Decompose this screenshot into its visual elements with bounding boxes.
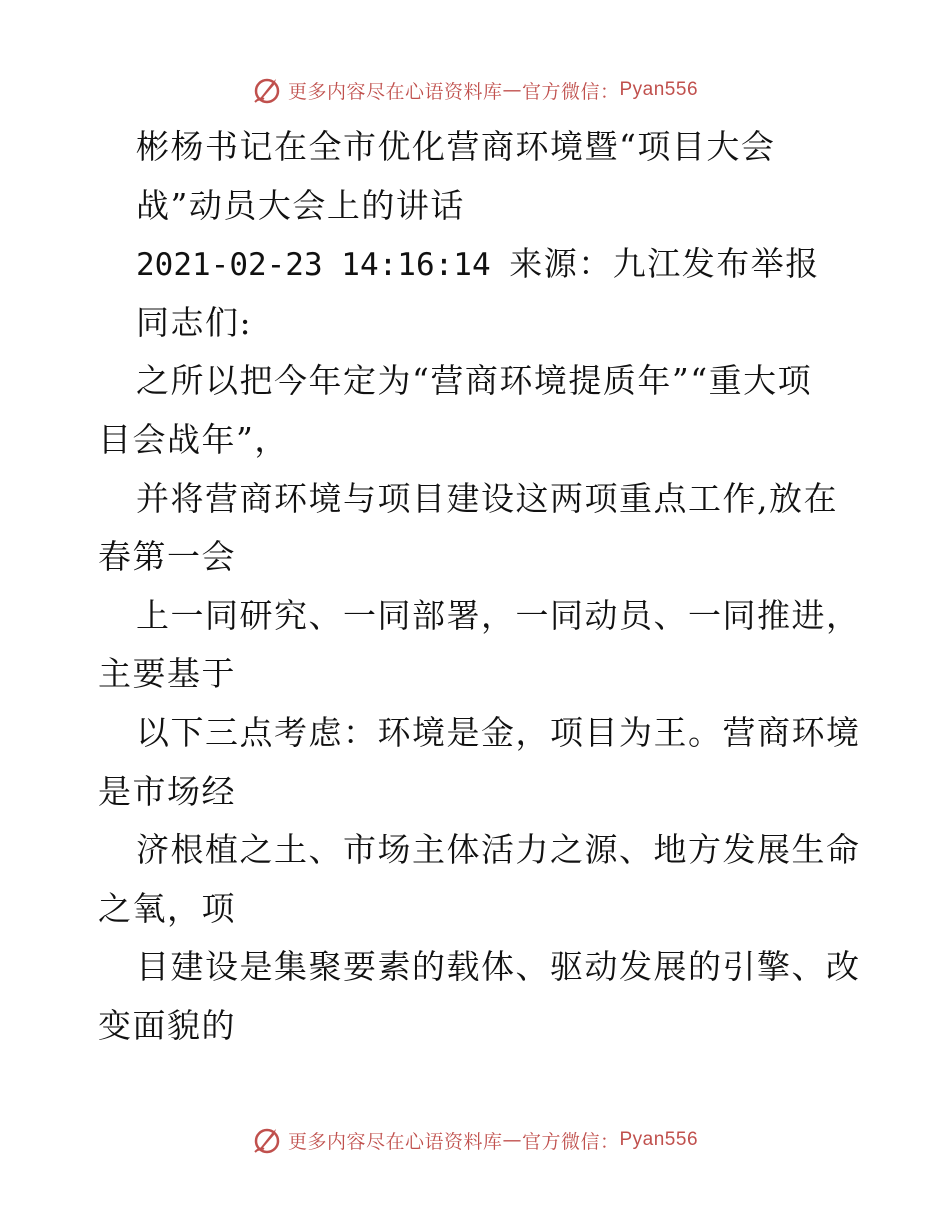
watermark-id: Pyan556 bbox=[619, 79, 699, 100]
meta-line bbox=[98, 235, 888, 294]
body-line: 变面貌的 bbox=[98, 1005, 236, 1045]
watermark-separator: — bbox=[502, 1129, 522, 1151]
watermark-text: 更多内容尽在心语资料库 bbox=[287, 80, 503, 103]
source-text: 来源：九江发布举报 bbox=[509, 244, 820, 284]
body-line: 之所以把今年定为“营商环境提质年”“重大项 bbox=[136, 361, 813, 401]
body-line: 济根植之土、市场主体活力之源、地方发展生命 bbox=[136, 830, 861, 870]
quill-logo-icon bbox=[252, 75, 282, 105]
body-line: 春第一会 bbox=[98, 537, 236, 577]
watermark-label: 官方微信： bbox=[521, 1130, 620, 1153]
watermark-text: 更多内容尽在心语资料库 bbox=[287, 1130, 503, 1153]
body-line: 以下三点考虑：环境是金，项目为王。营商环境 bbox=[136, 712, 861, 752]
watermark-label: 官方微信： bbox=[521, 80, 620, 103]
title-line: 彬杨书记在全市优化营商环境暨“项目大会 bbox=[136, 127, 776, 166]
body-line: 目会战年”， bbox=[98, 419, 289, 459]
header-watermark bbox=[0, 72, 950, 108]
body-line: 是市场经 bbox=[98, 771, 236, 811]
body-paragraphs bbox=[98, 352, 888, 1055]
publish-datetime: 2021-02-23 14:16:14 bbox=[136, 247, 491, 284]
footer-watermark bbox=[0, 1122, 950, 1158]
body-line: 并将营商环境与项目建设这两项重点工作,放在 bbox=[136, 478, 838, 518]
watermark-id: Pyan556 bbox=[619, 1129, 699, 1150]
body-line: 主要基于 bbox=[98, 654, 236, 694]
body-line: 之氧，项 bbox=[98, 888, 236, 928]
quill-logo-icon bbox=[252, 1125, 282, 1155]
greeting: 同志们: bbox=[136, 302, 253, 342]
watermark-separator: — bbox=[502, 79, 522, 101]
document-body bbox=[98, 118, 888, 1056]
body-line: 上一同研究、一同部署，一同动员、一同推进， bbox=[136, 595, 861, 635]
title-line: 战”动员大会上的讲话 bbox=[136, 185, 465, 225]
body-line: 目建设是集聚要素的载体、驱动发展的引擎、改 bbox=[136, 947, 861, 987]
